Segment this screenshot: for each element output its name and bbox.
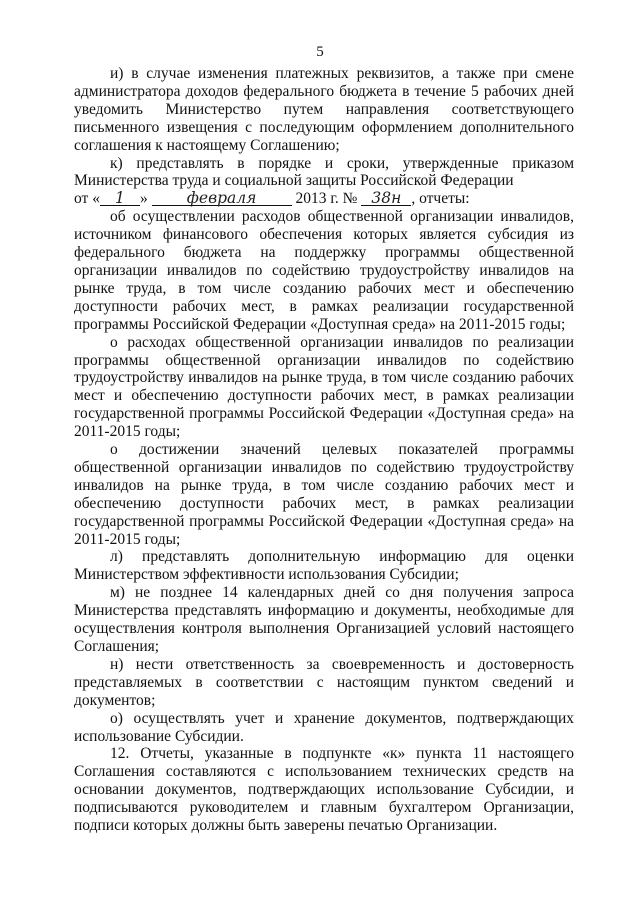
paragraph-report-2: о расходах общественной организации инвалидов по реализации программы общественной организации инвалидов по содействию трудоустройству инвалидов на рынке труда, в том числе созданию рабочих мест и обеспечению доступности рабочих мест, в рамках реализации государственной программы Российской Федерации «Доступная среда» на 2011-2015 годы;	[74, 333, 574, 441]
paragraph-o: о) осуществлять учет и хранение документов, подтверждающих использование Субсидии.	[74, 709, 574, 745]
paragraph-report-1: об осуществлении расходов общественной организации инвалидов, источником финансового обеспечения которых является субсидия из федерального бюджета на поддержку программы общественной организации инвалидов по содействию трудоустройству инвалидов на рынке труда, в том числе созданию рабочих мест и обеспечению доступности рабочих мест, в рамках реализации государственной программы Российской Федерации «Доступная среда» на 2011-2015 годы;	[74, 208, 574, 333]
paragraph-12: 12. Отчеты, указанные в подпункте «к» пункта 11 настоящего Соглашения составляются с использованием технических средств на основании документов, подтверждающих использование Субсидии, и подписываются руководителем и главным бухгалтером Организации, подписи которых должны быть заверены печатью Организации.	[74, 745, 574, 835]
order-prefix: от «	[74, 190, 100, 208]
handwritten-day: 1	[100, 191, 140, 206]
order-mid: »	[139, 190, 148, 208]
paragraph-k: к) представлять в порядке и сроки, утвержденные приказом Министерства труда и социальной защиты Российской Федерации	[74, 154, 574, 190]
paragraph-report-3: о достижении значений целевых показателей программы общественной организации инвалидов по содействию трудоустройству инвалидов на рынке труда, в том числе созданию рабочих мест и обеспечению доступности рабочих мест, в рамках реализации государственной программы Российской Федерации «Доступная среда» на 2011-2015 годы;	[74, 441, 574, 548]
handwritten-month: февраля	[152, 191, 292, 206]
paragraph-l: л) представлять дополнительную информацию для оценки Министерством эффективности использования Субсидии;	[74, 548, 574, 584]
paragraph-i: и) в случае изменения платежных реквизитов, а также при смене администратора доходов федерального бюджета в течение 5 рабочих дней уведомить Министерство путем направления соответствующего письменного извещения с последующим оформлением дополнительного соглашения к настоящему Соглашению;	[74, 65, 574, 154]
document-body	[74, 65, 574, 835]
order-date-line	[74, 190, 574, 208]
paragraph-n: н) нести ответственность за своевременность и достоверность представляемых в соответствии с настоящим пунктом сведений и документов;	[74, 655, 574, 709]
handwritten-number: 38н	[361, 191, 411, 206]
page-number: 5	[316, 44, 324, 60]
paragraph-m: м) не позднее 14 календарных дней со дня получения запроса Министерства представлять информацию и документы, необходимые для осуществления контроля выполнения Организацией условий настоящего Соглашения;	[74, 584, 574, 655]
order-suffix: , отчеты:	[411, 190, 470, 208]
order-year: 2013 г. №	[295, 190, 358, 208]
